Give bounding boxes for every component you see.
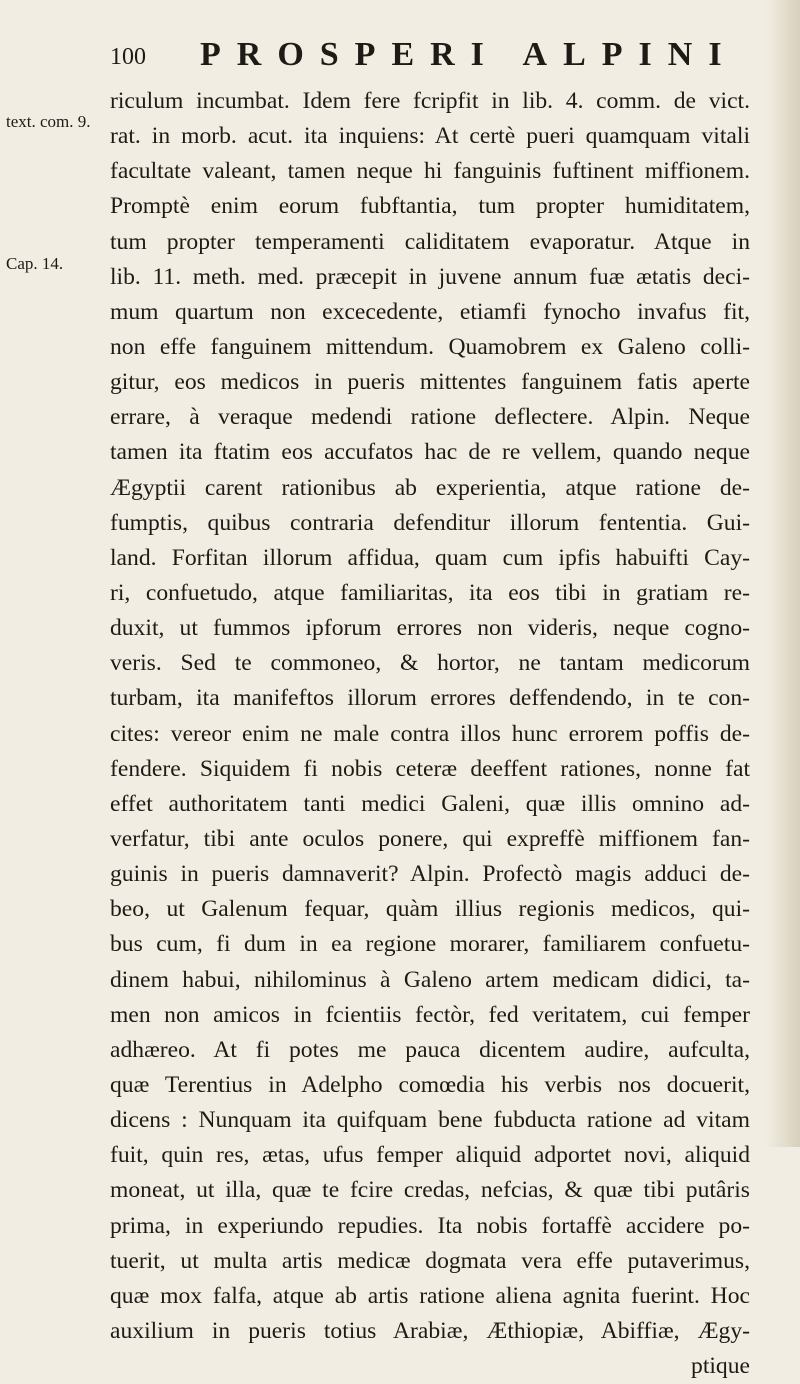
text-line: fumptis, quibus contraria defenditur illorum fententia. Gui- [110, 509, 750, 536]
text-line: effet authoritatem tanti medici Galeni, quæ illis omnino ad- [110, 790, 750, 817]
text-line: errare, à veraque medendi ratione deflectere. Alpin. Neque [110, 404, 750, 431]
text-line: tuerit, ut multa artis medicæ dogmata vera effe putaverimus, [110, 1247, 750, 1274]
text-line: tum propter temperamenti caliditatem evaporatur. Atque in [110, 228, 750, 255]
text-line: moneat, ut illa, quæ te fcire credas, nefcias, & quæ tibi putâris [110, 1177, 750, 1204]
text-line: beo, ut Galenum fequar, quàm illius regionis medicos, qui- [110, 896, 750, 923]
text-line: Ægyptii carent rationibus ab experientia, atque ratione de- [110, 474, 750, 501]
text-line: guinis in pueris damnaverit? Alpin. Profectò magis adduci de- [110, 861, 750, 888]
text-line: cites: vereor enim ne male contra illos hunc errorem poffis de- [110, 720, 750, 747]
text-line: fuit, quin res, ætas, ufus femper aliquid adportet novi, aliquid [110, 1142, 750, 1169]
page-header [110, 36, 750, 76]
text-line: adhæreo. At fi potes me pauca dicentem audire, aufculta, [110, 1036, 750, 1063]
page-number: 100 [110, 44, 146, 70]
text-line: riculum incumbat. Idem fere fcripfit in lib. 4. comm. de vict. [110, 88, 750, 114]
text-line: verfatur, tibi ante oculos ponere, qui expreffè miffionem fan- [110, 825, 750, 852]
running-title: PROSPERI ALPINI [200, 36, 738, 73]
text-line: prima, in experiundo repudies. Ita nobis fortaffè accidere po- [110, 1212, 750, 1239]
text-line: auxilium in pueris totius Arabiæ, Æthiopiæ, Abiffiæ, Ægy- [110, 1317, 750, 1344]
margin-note-text-comment: text. com. 9. [6, 112, 91, 131]
text-line: mum quartum non excecedente, etiamfi fynocho invafus fit, [110, 298, 750, 325]
text-line: gitur, eos medicos in pueris mittentes fanguinem fatis aperte [110, 369, 750, 396]
text-line: rat. in morb. acut. ita inquiens: At certè pueri quamquam vitali [110, 123, 750, 150]
text-line: turbam, ita manifeftos illorum errores deffendendo, in te con- [110, 685, 750, 712]
text-line: facultate valeant, tamen neque hi fanguinis fuftinent miffionem. [110, 158, 750, 185]
text-line: men non amicos in fcientiis fectòr, fed veritatem, cui femper [110, 1001, 750, 1028]
text-line: ri, confuetudo, atque familiaritas, ita eos tibi in gratiam re- [110, 579, 750, 606]
text-line: quæ Terentius in Adelpho comœdia his verbis nos docuerit, [110, 1071, 750, 1098]
text-line: land. Forfitan illorum affidua, quam cum ipfis habuifti Cay- [110, 544, 750, 571]
text-line: quæ mox falfa, atque ab artis ratione aliena agnita fuerint. Hoc [110, 1282, 750, 1309]
text-line: tamen ita ftatim eos accufatos hac de re vellem, quando neque [110, 439, 750, 466]
text-line: Promptè enim eorum fubftantia, tum propter humiditatem, [110, 193, 750, 220]
text-line: non effe fanguinem mittendum. Quamobrem ex Galeno colli- [110, 333, 750, 360]
text-line: dinem habui, nihilominus à Galeno artem medicam didici, ta- [110, 966, 750, 993]
text-line: dicens : Nunquam ita quifquam bene fubducta ratione ad vitam [110, 1107, 750, 1134]
margin-note-chapter: Cap. 14. [6, 254, 64, 273]
text-line: duxit, ut fummos ipforum errores non videris, neque cogno- [110, 615, 750, 642]
page-edge-shadow [766, 0, 800, 1147]
text-line: veris. Sed te commoneo, & hortor, ne tantam medicorum [110, 650, 750, 677]
text-line: bus cum, fi dum in ea regione morarer, familiarem confuetu- [110, 931, 750, 958]
text-line: ptique [691, 1353, 750, 1380]
text-line: lib. 11. meth. med. præcepit in juvene annum fuæ ætatis deci- [110, 263, 750, 290]
text-line: fendere. Siquidem fi nobis ceteræ deeffent rationes, nonne fat [110, 755, 750, 782]
body-text [110, 84, 750, 1384]
